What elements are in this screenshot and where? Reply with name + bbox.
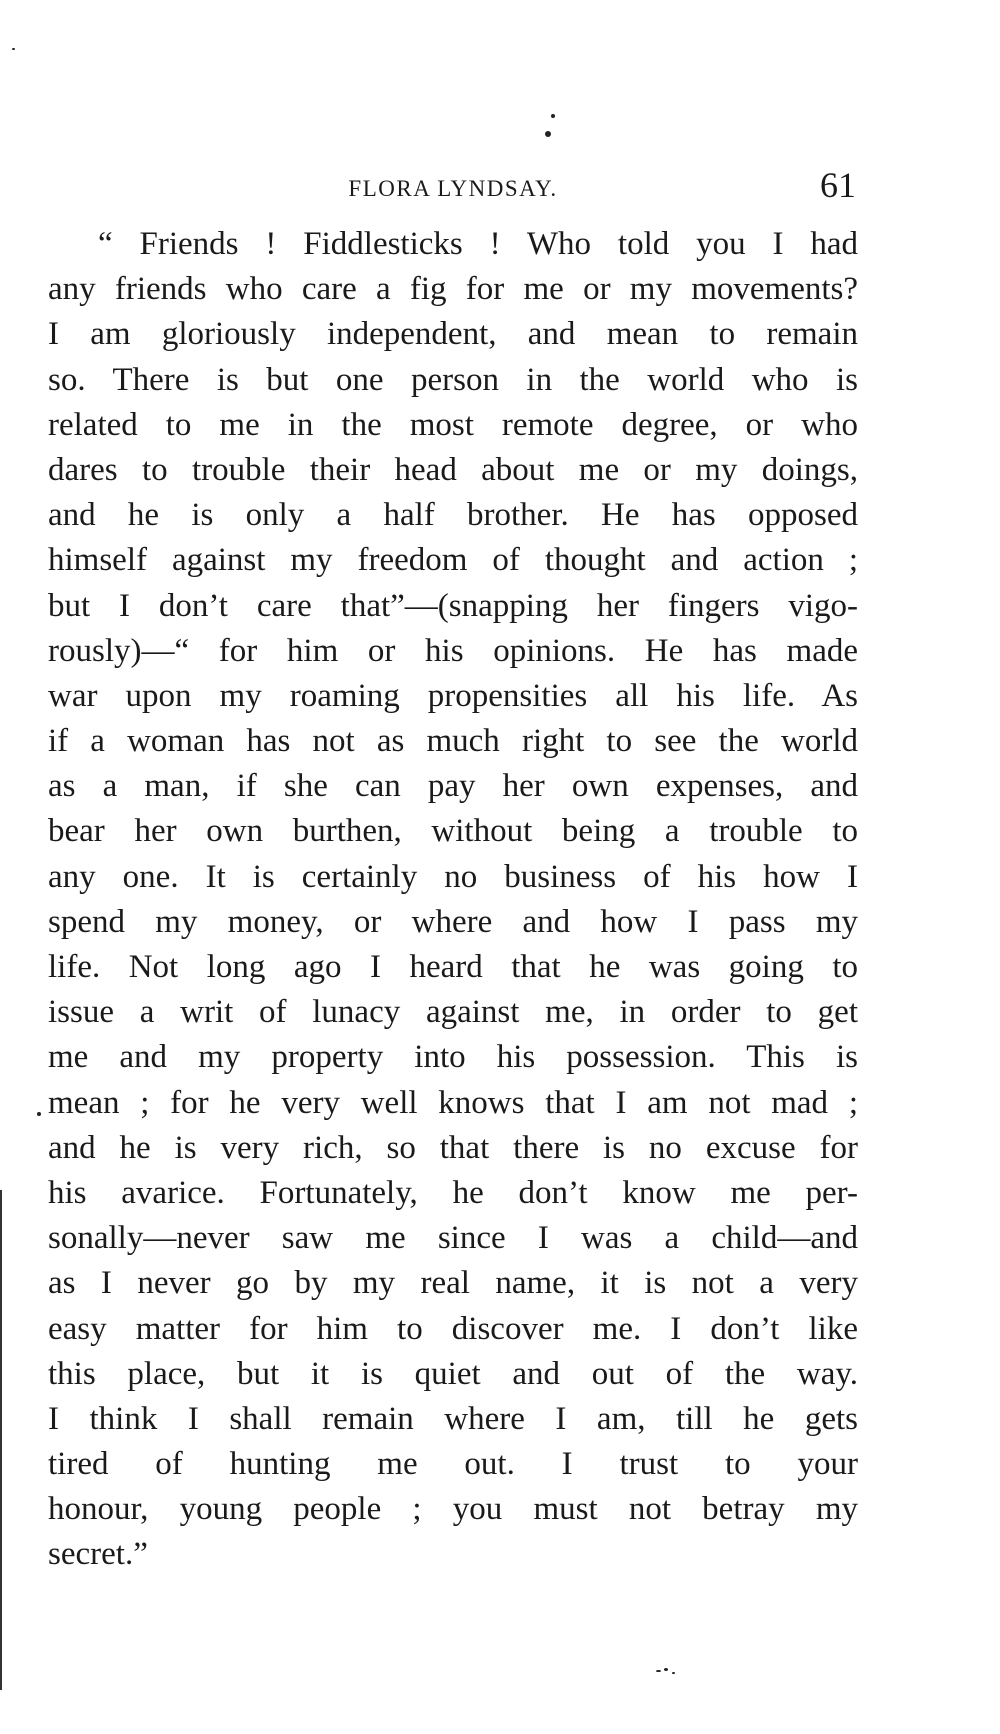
text-line: issue a writ of lunacy against me, in order to get bbox=[48, 994, 858, 1031]
text-line: and he is very rich, so that there is no excuse for bbox=[48, 1129, 858, 1166]
text-line: this place, but it is quiet and out of the way. bbox=[48, 1355, 858, 1392]
text-line: but I don’t care that”—(snapping her fingers vigo- bbox=[48, 587, 858, 624]
text-line: “ Friends ! Fiddlesticks ! Who told you I had bbox=[98, 226, 858, 262]
text-line: life. Not long ago I heard that he was going to bbox=[48, 949, 858, 985]
text-line: and he is only a half brother. He has opposed bbox=[48, 497, 858, 534]
text-line: easy matter for him to discover me. I don’t like bbox=[48, 1310, 858, 1347]
print-speck bbox=[37, 1112, 41, 1116]
text-line: mean ; for he very well knows that I am not mad ; bbox=[48, 1084, 858, 1121]
body-paragraph bbox=[48, 222, 858, 1578]
running-head bbox=[48, 160, 858, 208]
running-title: FLORA LYNDSAY. bbox=[348, 176, 558, 201]
print-speck bbox=[545, 131, 551, 137]
text-line: me and my property into his possession. This is bbox=[48, 1039, 858, 1076]
page-edge-mark bbox=[0, 1190, 2, 1690]
print-speck bbox=[12, 48, 15, 50]
text-line: so. There is but one person in the world who is bbox=[48, 361, 858, 398]
text-line: I am gloriously independent, and mean to remain bbox=[48, 316, 858, 353]
print-speck bbox=[656, 1670, 661, 1672]
print-speck bbox=[672, 1672, 675, 1674]
text-line: bear her own burthen, without being a trouble to bbox=[48, 813, 858, 850]
text-line: tired of hunting me out. I trust to your bbox=[48, 1446, 858, 1483]
text-line: as I never go by my real name, it is not a very bbox=[48, 1265, 858, 1302]
text-line: I think I shall remain where I am, till he gets bbox=[48, 1400, 858, 1437]
text-line: his avarice. Fortunately, he don’t know me per- bbox=[48, 1174, 858, 1211]
text-line: related to me in the most remote degree, or who bbox=[48, 406, 858, 443]
text-line: honour, young people ; you must not betray my bbox=[48, 1491, 858, 1528]
text-line: any friends who care a fig for me or my movements? bbox=[48, 271, 858, 308]
text-line: spend my money, or where and how I pass my bbox=[48, 903, 858, 940]
text-line: rously)—“ for him or his opinions. He has made bbox=[48, 632, 858, 669]
text-line: himself against my freedom of thought and action ; bbox=[48, 542, 858, 579]
text-line: secret.” bbox=[48, 1536, 148, 1573]
text-line: war upon my roaming propensities all his life. As bbox=[48, 677, 858, 714]
text-line: sonally—never saw me since I was a child—and bbox=[48, 1220, 858, 1257]
text-line: if a woman has not as much right to see the world bbox=[48, 723, 858, 760]
page-number: 61 bbox=[820, 165, 856, 205]
text-line: dares to trouble their head about me or my doings, bbox=[48, 451, 858, 488]
text-line: any one. It is certainly no business of his how I bbox=[48, 858, 858, 895]
text-line: as a man, if she can pay her own expenses, and bbox=[48, 768, 858, 805]
print-speck bbox=[664, 1668, 668, 1671]
print-speck bbox=[551, 114, 555, 118]
